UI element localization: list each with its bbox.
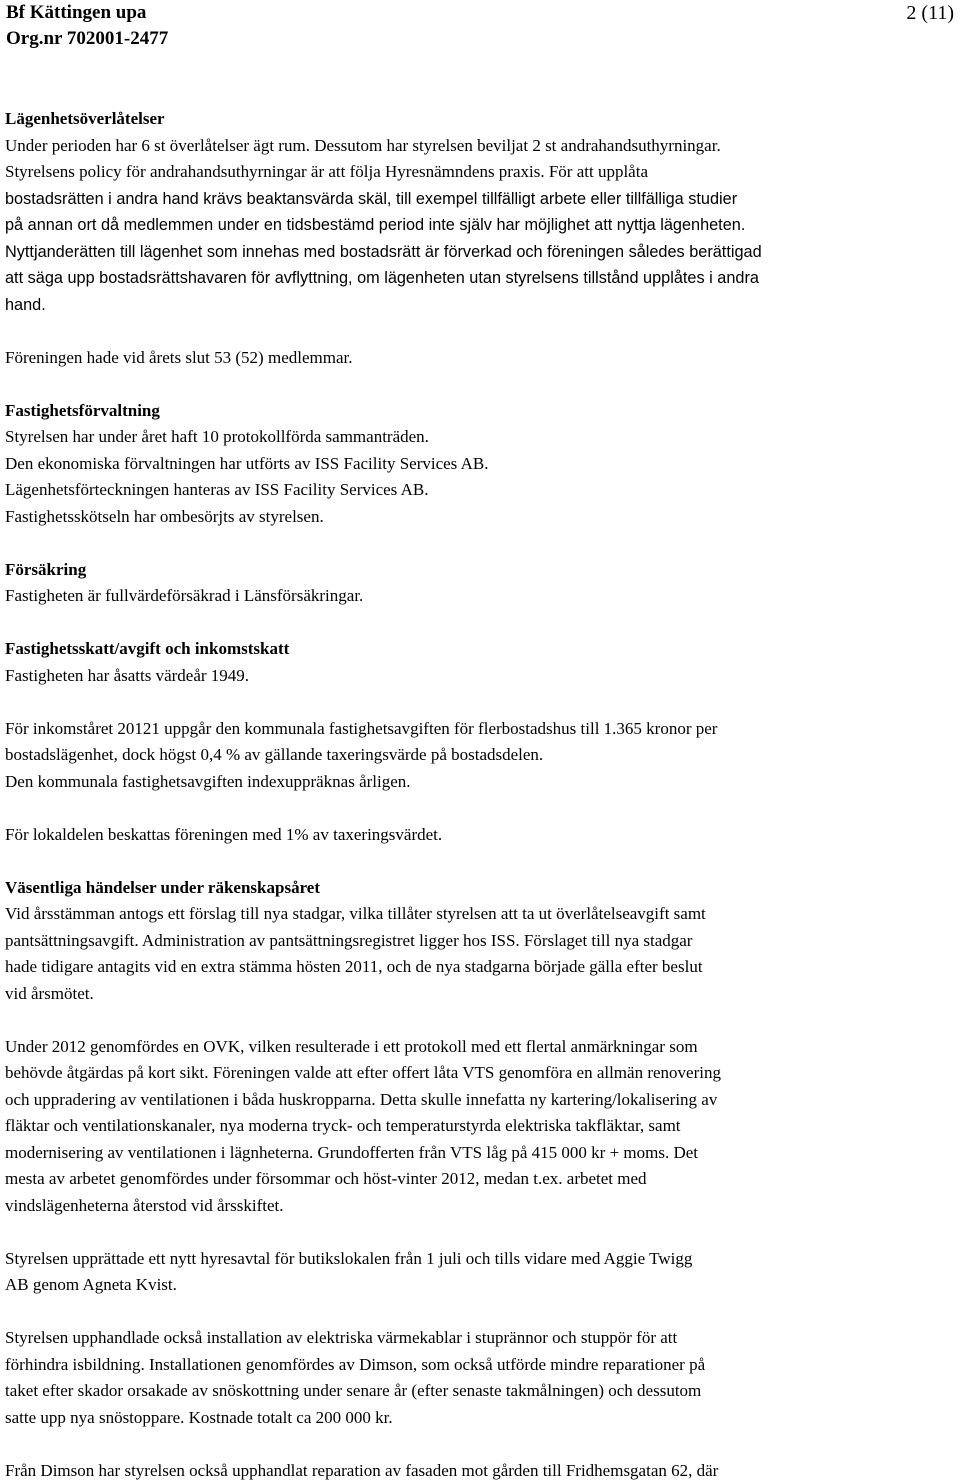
page-header (6, 0, 954, 52)
events-paragraph-1 (5, 901, 960, 1007)
text-line: Fastigheten har åsatts värdeår 1949. (5, 663, 960, 690)
text-line: vindslägenheterna återstod vid årsskiftet. (5, 1193, 960, 1220)
page-number: 2 (11) (906, 0, 954, 26)
section-heading-transfers: Lägenhetsöverlåtelser (5, 106, 960, 133)
text-line: Den kommunala fastighetsavgiften indexuppräknas årligen. (5, 769, 960, 796)
section-heading-events: Väsentliga händelser under räkenskapsåret (5, 875, 960, 902)
text-line: fläktar och ventilationskanaler, nya moderna tryck- och temperaturstyrda elektriska takfläktar, samt (5, 1113, 960, 1140)
tax-fee-text (5, 716, 960, 796)
text-line: Styrelsen upphandlade också installation av elektriska värmekablar i stuprännor och stupрör för att (5, 1325, 960, 1352)
text-line: hand. (5, 292, 960, 319)
events-paragraph-4 (5, 1325, 960, 1431)
events-paragraph-5 (5, 1458, 960, 1484)
header-row-2 (6, 26, 954, 52)
text-line: Fastighetsskötseln har ombesörjts av styrelsen. (5, 504, 960, 531)
text-line: Fastigheten är fullvärdeförsäkrad i Länsförsäkringar. (5, 583, 960, 610)
events-paragraph-2 (5, 1034, 960, 1220)
text-line: För inkomståret 20121 uppgår den kommunala fastighetsavgiften för flerbostadshus till 1.365 kronor per (5, 716, 960, 743)
header-row-1 (6, 0, 954, 26)
management-text (5, 424, 960, 530)
events-paragraph-3 (5, 1246, 960, 1299)
commercial-tax-line: För lokaldelen beskattas föreningen med 1% av taxeringsvärdet. (5, 822, 960, 849)
section-heading-tax: Fastighetsskatt/avgift och inkomstskatt (5, 636, 960, 663)
section-heading-management: Fastighetsförvaltning (5, 398, 960, 425)
document-body (5, 106, 960, 1484)
text-line: Den ekonomiska förvaltningen har utförts av ISS Facility Services AB. (5, 451, 960, 478)
tax-text (5, 663, 960, 690)
text-line: Lägenhetsförteckningen hanteras av ISS Facility Services AB. (5, 477, 960, 504)
text-line: att säga upp bostadsrättshavaren för avflyttning, om lägenheten utan styrelsens tillstånd upplåtes i andra (5, 265, 960, 292)
text-line: Styrelsens policy för andrahandsuthyrningar är att följa Hyresnämndens praxis. För att upplåta (5, 159, 960, 186)
org-name: Bf Kättingen upa (6, 2, 146, 23)
text-line: Styrelsen upprättade ett nytt hyresavtal för butikslokalen från 1 juli och tills vidare med Aggie Twigg (5, 1246, 960, 1273)
text-line: hade tidigare antagits vid en extra stämma hösten 2011, och de nya stadgarna började gälla efter beslut (5, 954, 960, 981)
transfers-text (5, 133, 960, 319)
text-line: Från Dimson har styrelsen också upphandlat reparation av fasaden mot gården till Fridhemsgatan 62, där (5, 1458, 960, 1484)
text-line: Under 2012 genomfördes en OVK, vilken resulterade i ett protokoll med ett flertal anmärkningar som (5, 1034, 960, 1061)
text-line: på annan ort då medlemmen under en tidsbestämd period inte själv har möjlighet att nyttja lägenheten. (5, 212, 960, 239)
text-line: satte upp nya snöstoppare. Kostnade totalt ca 200 000 kr. (5, 1405, 960, 1432)
text-line: bostadsrätten i andra hand krävs beaktansvärda skäl, till exempel tillfälligt arbete eller tillfälliga studier (5, 186, 960, 213)
text-line: förhindra isbildning. Installationen genomfördes av Dimson, som också utförde mindre reparationer på (5, 1352, 960, 1379)
members-line: Föreningen hade vid årets slut 53 (52) medlemmar. (5, 345, 960, 372)
text-line: mesta av arbetet genomfördes under försommar och höst-vinter 2012, medan t.ex. arbetet med (5, 1166, 960, 1193)
org-number: Org.nr 702001-2477 (6, 28, 168, 49)
text-line: taket efter skador orsakade av snöskottning under senare år (efter senaste takmålningen) och dessutom (5, 1378, 960, 1405)
text-line: Under perioden har 6 st överlåtelser ägt rum. Dessutom har styrelsen beviljat 2 st andrahandsuthyrningar. (5, 133, 960, 160)
text-line: pantsättningsavgift. Administration av pantsättningsregistret ligger hos ISS. Förslaget till nya stadgar (5, 928, 960, 955)
text-line: bostadslägenhet, dock högst 0,4 % av gällande taxeringsvärde på bostadsdelen. (5, 742, 960, 769)
section-heading-insurance: Försäkring (5, 557, 960, 584)
text-line: AB genom Agneta Kvist. (5, 1272, 960, 1299)
text-line: Styrelsen har under året haft 10 protokollförda sammanträden. (5, 424, 960, 451)
text-line: och uppradering av ventilationen i båda huskropparna. Detta skulle innefatta ny kartering/lokalisering av (5, 1087, 960, 1114)
text-line: behövde åtgärdas på kort sikt. Föreningen valde att efter offert låta VTS genomföra en allmän renovering (5, 1060, 960, 1087)
insurance-text (5, 583, 960, 610)
text-line: vid årsmötet. (5, 981, 960, 1008)
text-line: Vid årsstämman antogs ett förslag till nya stadgar, vilka tillåter styrelsen att ta ut överlåtelseavgift samt (5, 901, 960, 928)
text-line: modernisering av ventilationen i lägnheterna. Grundofferten från VTS låg på 415 000 kr + moms. Det (5, 1140, 960, 1167)
text-line: Nyttjanderätten till lägenhet som innehas med bostadsrätt är förverkad och föreningen således berättigad (5, 239, 960, 266)
